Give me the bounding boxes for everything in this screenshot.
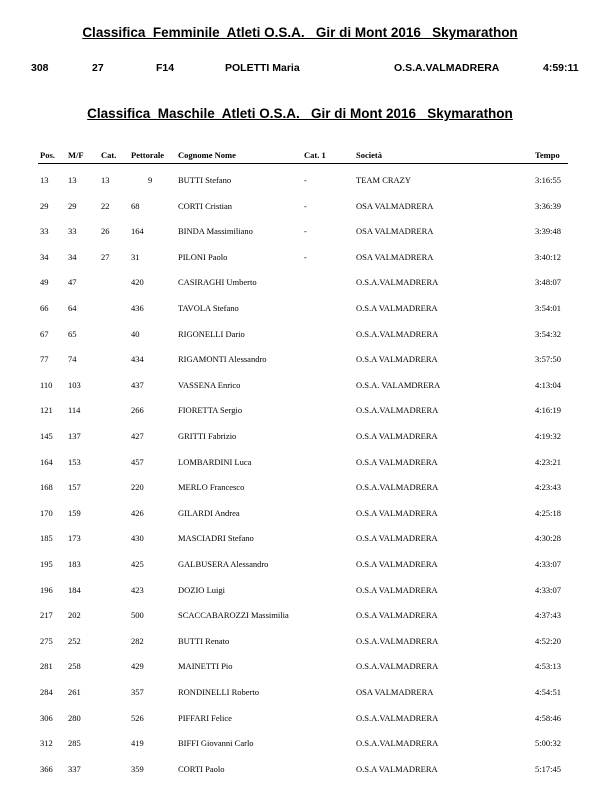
cell-mf: 157 [68,482,81,493]
male-ranking-title: Classifica Maschile Atleti O.S.A. Gir di Mont 2016 Skymarathon [87,106,513,121]
cell-mf: 29 [68,200,77,211]
cell-society: OSA VALMADRERA [356,687,434,697]
cell-mf: 47 [68,277,77,288]
cell-pettorale: 430 [131,533,144,544]
cell-mf: 34 [68,251,77,262]
cell-name: GALBUSERA Alessandro [178,559,269,569]
header-society: Società [356,150,382,160]
cell-pos: 34 [40,251,49,262]
cell-pos: 13 [40,175,49,185]
cell-cat1: - [304,226,307,237]
cell-pos: 145 [40,431,53,441]
cell-pettorale: 40 [131,328,140,339]
cell-pos: 217 [40,610,53,621]
table-row [0,277,600,289]
cell-pos: 168 [40,482,53,493]
cell-name: TAVOLA Stefano [178,303,239,313]
cell-pos: 306 [40,712,53,723]
cell-society: O.S.A. VALAMDRERA [356,379,441,390]
table-row [0,380,600,392]
header-time: Tempo [535,150,560,160]
female-category: F14 [156,62,175,74]
cell-society: O.S.A.VALMADRERA [356,661,439,672]
cell-pos: 77 [40,354,49,365]
cell-mf: 64 [68,303,77,313]
cell-pos: 67 [40,328,49,339]
cell-time: 5:00:32 [535,738,561,749]
cell-time: 4:30:28 [535,533,561,544]
table-row [0,457,600,469]
cell-society: O.S.A VALMADRERA [356,303,438,313]
cell-time: 3:16:55 [535,175,561,185]
cell-pettorale: 425 [131,559,144,569]
cell-mf: 184 [68,584,81,595]
cell-pos: 281 [40,661,53,672]
cell-pettorale: 526 [131,712,144,723]
cell-name: MERLO Francesco [178,482,245,493]
cell-time: 4:37:43 [535,610,561,621]
cell-mf: 285 [68,738,81,749]
table-row [0,201,600,213]
table-row [0,303,600,315]
header-pos: Pos. [40,150,55,160]
cell-cat1: - [304,200,307,211]
cell-mf: 33 [68,226,77,237]
cell-name: PILONI Paolo [178,251,228,262]
cell-name: CASIRAGHI Umberto [178,277,257,288]
cell-society: TEAM CRAZY [356,175,412,185]
header-pettorale: Pettorale [131,150,165,160]
cell-time: 4:16:19 [535,405,561,416]
cell-society: OSA VALMADRERA [356,200,434,211]
cell-name: DOZIO Luigi [178,584,225,595]
cell-society: O.S.A.VALMADRERA [356,277,439,288]
table-row [0,533,600,545]
cell-society: O.S.A VALMADRERA [356,584,438,595]
cell-mf: 159 [68,507,81,518]
cell-mf: 65 [68,328,77,339]
cell-society: O.S.A.VALMADRERA [356,328,439,339]
cell-pos: 29 [40,200,49,211]
cell-pettorale: 426 [131,507,144,518]
cell-name: FIORETTA Sergio [178,405,243,416]
cell-name: CORTI Paolo [178,763,225,774]
cell-society: O.S.A.VALMADRERA [356,712,439,723]
cell-pos: 195 [40,559,53,569]
table-row [0,508,600,520]
cell-pettorale: 436 [131,303,144,313]
cell-mf: 74 [68,354,77,365]
cell-cat: 26 [101,226,110,237]
cell-time: 3:54:01 [535,303,561,313]
cell-pos: 312 [40,738,53,749]
cell-time: 4:33:07 [535,559,561,569]
cell-pettorale: 429 [131,661,144,672]
table-row [0,354,600,366]
cell-time: 4:23:21 [535,456,561,467]
cell-pettorale: 434 [131,354,144,365]
cell-pos: 284 [40,687,53,697]
female-name: POLETTI Maria [225,62,300,74]
cell-mf: 183 [68,559,81,569]
cell-society: O.S.A VALMADRERA [356,431,438,441]
cell-mf: 114 [68,405,81,416]
cell-time: 4:19:32 [535,431,561,441]
cell-time: 4:23:43 [535,482,561,493]
cell-pettorale: 164 [131,226,144,237]
cell-mf: 137 [68,431,81,441]
table-row [0,687,600,699]
cell-pettorale: 9 [148,175,153,185]
cell-mf: 261 [68,687,81,697]
cell-society: O.S.A.VALMADRERA [356,405,439,416]
table-row [0,226,600,238]
table-row [0,405,600,417]
cell-pettorale: 419 [131,738,144,749]
female-pos: 308 [31,62,49,74]
cell-time: 5:17:45 [535,763,561,774]
cell-pos: 366 [40,763,53,774]
cell-pettorale: 357 [131,687,144,697]
cell-pettorale: 437 [131,379,144,390]
table-row [0,738,600,750]
female-ranking-title: Classifica Femminile Atleti O.S.A. Gir di Mont 2016 Skymarathon [82,25,518,40]
cell-society: OSA VALMADRERA [356,251,434,262]
cell-name: VASSENA Enrico [178,379,241,390]
cell-mf: 202 [68,610,81,621]
cell-name: CORTI Cristian [178,200,233,211]
table-row [0,610,600,622]
cell-pos: 164 [40,456,53,467]
cell-society: O.S.A VALMADRERA [356,763,438,774]
cell-pettorale: 31 [131,251,140,262]
cell-time: 3:40:12 [535,251,561,262]
cell-mf: 13 [68,175,77,185]
cell-mf: 103 [68,379,81,390]
cell-time: 4:54:51 [535,687,561,697]
cell-time: 4:58:46 [535,712,561,723]
cell-pos: 121 [40,405,53,416]
cell-name: BIFFI Giovanni Carlo [178,738,254,749]
cell-pos: 110 [40,379,53,390]
cell-pettorale: 420 [131,277,144,288]
cell-pettorale: 220 [131,482,144,493]
cell-time: 3:39:48 [535,226,561,237]
cell-cat: 27 [101,251,110,262]
cell-name: SCACCABAROZZI Massimilia [178,610,289,621]
header-cat1: Cat. 1 [304,150,326,160]
cell-name: RIGAMONTI Alessandro [178,354,267,365]
cell-pettorale: 427 [131,431,144,441]
cell-time: 4:25:18 [535,507,561,518]
cell-name: BUTTI Stefano [178,175,232,185]
cell-society: O.S.A VALMADRERA [356,456,438,467]
female-society: O.S.A.VALMADRERA [394,62,500,74]
cell-society: O.S.A.VALMADRERA [356,635,439,646]
female-mf: 27 [92,62,104,74]
cell-society: O.S.A VALMADRERA [356,559,438,569]
cell-name: GRITTI Fabrizio [178,431,237,441]
cell-time: 4:52:20 [535,635,561,646]
cell-pos: 275 [40,635,53,646]
header-cat: Cat. [101,150,117,160]
cell-name: PIFFARI Felice [178,712,232,723]
table-row [0,431,600,443]
table-row [0,175,600,187]
cell-society: O.S.A VALMADRERA [356,533,438,544]
cell-name: BINDA Massimiliano [178,226,253,237]
cell-time: 3:48:07 [535,277,561,288]
cell-time: 4:33:07 [535,584,561,595]
table-row [0,585,600,597]
cell-mf: 252 [68,635,81,646]
female-time: 4:59:11 [543,62,579,74]
table-row [0,661,600,673]
cell-society: O.S.A.VALMADRERA [356,738,439,749]
table-row [0,764,600,776]
cell-society: O.S.A.VALMADRERA [356,482,439,493]
cell-pettorale: 359 [131,763,144,774]
cell-name: BUTTI Renato [178,635,230,646]
header-name: Cognome Nome [178,150,236,160]
cell-time: 3:36:39 [535,200,561,211]
cell-name: MASCIADRI Stefano [178,533,254,544]
cell-pettorale: 423 [131,584,144,595]
table-row [0,713,600,725]
cell-cat: 13 [101,175,110,185]
cell-pettorale: 282 [131,635,144,646]
cell-pos: 33 [40,226,49,237]
table-row [0,329,600,341]
cell-time: 3:54:32 [535,328,561,339]
cell-time: 4:53:13 [535,661,561,672]
cell-pos: 49 [40,277,49,288]
cell-pettorale: 266 [131,405,144,416]
cell-pos: 196 [40,584,53,595]
cell-pos: 170 [40,507,53,518]
cell-cat1: - [304,251,307,262]
table-row [0,636,600,648]
header-mf: M/F [68,150,84,160]
cell-pos: 185 [40,533,53,544]
cell-name: RONDINELLI Roberto [178,687,259,697]
table-row [0,252,600,264]
cell-mf: 258 [68,661,81,672]
cell-name: MAINETTI Pio [178,661,233,672]
cell-name: GILARDI Andrea [178,507,240,518]
cell-pettorale: 457 [131,456,144,467]
cell-mf: 153 [68,456,81,467]
cell-society: O.S.A VALMADRERA [356,354,438,365]
cell-pettorale: 500 [131,610,144,621]
cell-society: O.S.A VALMADRERA [356,507,438,518]
cell-cat1: - [304,175,307,185]
cell-pos: 66 [40,303,49,313]
cell-mf: 280 [68,712,81,723]
cell-mf: 337 [68,763,81,774]
cell-pettorale: 68 [131,200,140,211]
cell-cat: 22 [101,200,110,211]
cell-name: RIGONELLI Dario [178,328,245,339]
cell-name: LOMBARDINI Luca [178,456,252,467]
cell-time: 3:57:50 [535,354,561,365]
cell-society: OSA VALMADRERA [356,226,434,237]
table-row [0,482,600,494]
cell-mf: 173 [68,533,81,544]
cell-time: 4:13:04 [535,379,561,390]
cell-society: O.S.A VALMADRERA [356,610,438,621]
table-row [0,559,600,571]
